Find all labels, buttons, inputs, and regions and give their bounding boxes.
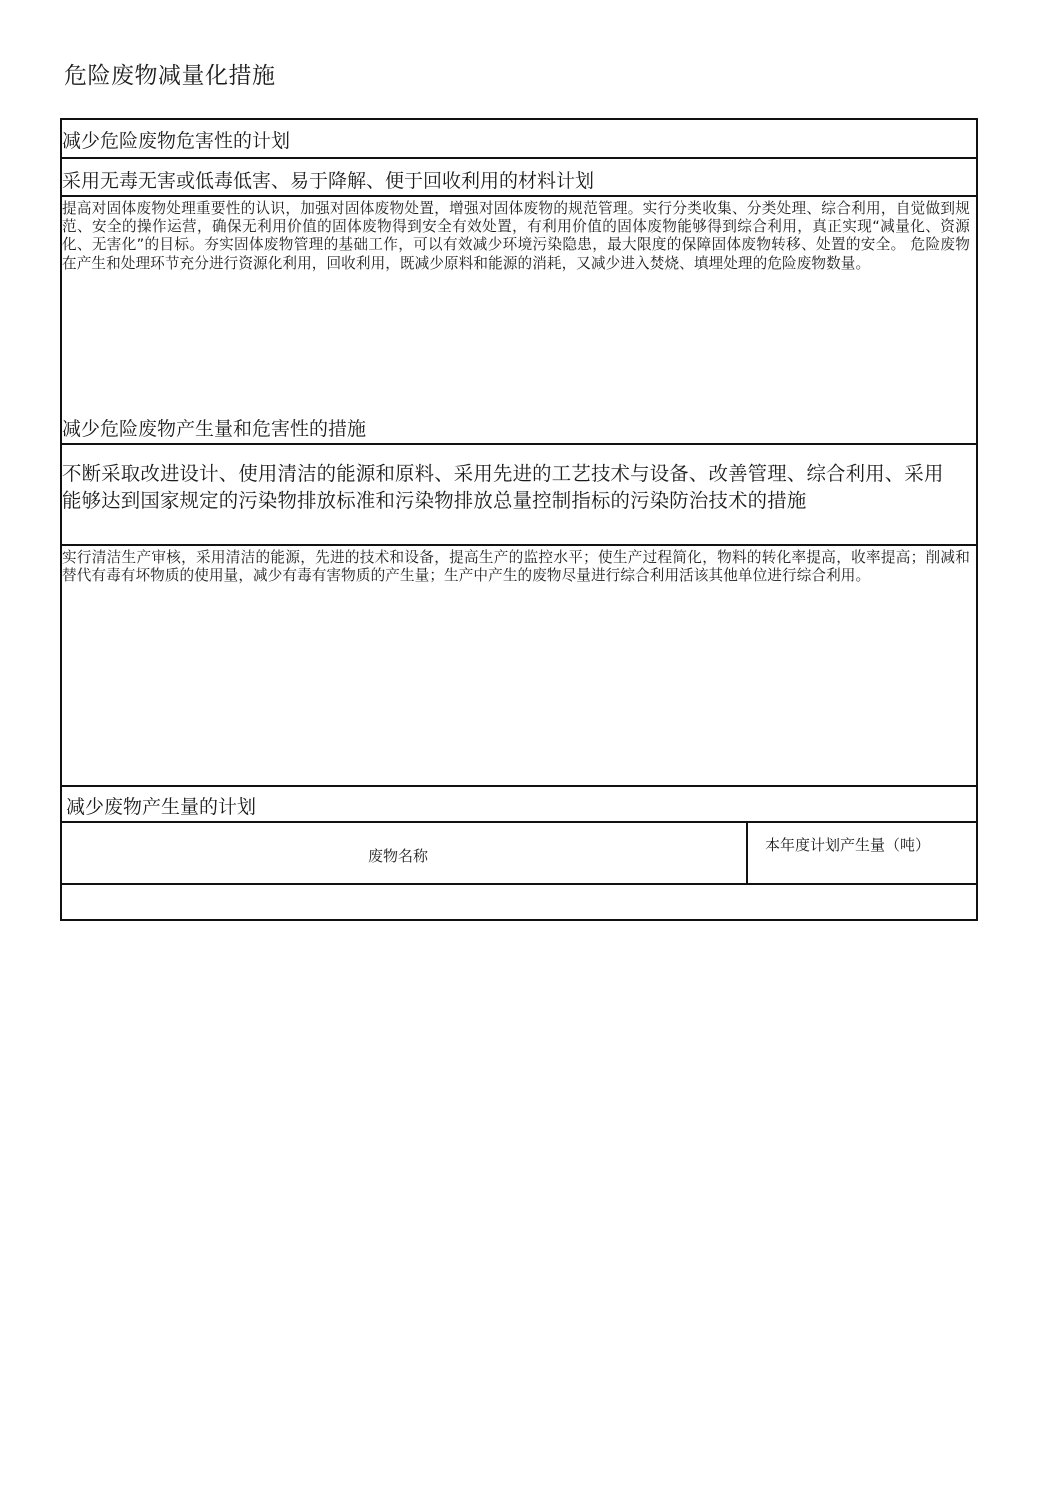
table-row (62, 885, 976, 919)
divider (62, 443, 976, 445)
measures-body: 实行清洁生产审核，采用清洁的能源，先进的技术和设备，提高生产的监控水平；使生产过程简化，物料的转化率提高，收率提高；削减和替代有毒有坏物质的使用量，减少有毒有害物质的产生量；生产中产生的废物尽量进行综合利用活该其他单位进行综合利用。 (62, 549, 970, 585)
form-table (60, 118, 978, 921)
waste-name-header: 废物名称 (368, 847, 429, 865)
planned-amount-header: 本年度计划产生量（吨） (765, 836, 931, 854)
divider (62, 195, 976, 197)
divider (62, 157, 976, 159)
hazard-plan-body: 提高对固体废物处理重要性的认识，加强对固体废物处置，增强对固体废物的规范管理。实行分类收集、分类处理、综合利用，自觉做到规范、安全的操作运营，确保无利用价值的固体废物得到安全有效处置，有利用价值的固体废物能够得到综合利用，真正实现“减量化、资源化、无害化”的目标。夯实固体废物管理的基础工作，可以有效减少环境污染隐患，最大限度的保障固体废物转移、处置的安全。 危险废物在产生和处理环节充分进行资源化利用，回收利用，既减少原料和能源的消耗，又减少进入焚烧、填埋处理的危险废物数量。 (62, 200, 970, 272)
page-title: 危险废物减量化措施 (64, 63, 276, 89)
measures-heading: 减少危险废物产生量和危害性的措施 (62, 418, 367, 440)
divider (62, 821, 976, 823)
hazard-plan-heading: 减少危险废物危害性的计划 (62, 130, 291, 152)
measures-subheading: 不断采取改进设计、使用清洁的能源和原料、采用先进的工艺技术与设备、改善管理、综合利用、采用能够达到国家规定的污染物排放标准和污染物排放总量控制指标的污染防治技术的措施 (62, 462, 944, 512)
reduction-plan-heading: 减少废物产生量的计划 (66, 796, 257, 818)
divider (62, 785, 976, 787)
divider (62, 544, 976, 546)
column-divider (746, 821, 748, 883)
hazard-plan-subheading: 采用无毒无害或低毒低害、易于降解、便于回收利用的材料计划 (62, 170, 595, 192)
